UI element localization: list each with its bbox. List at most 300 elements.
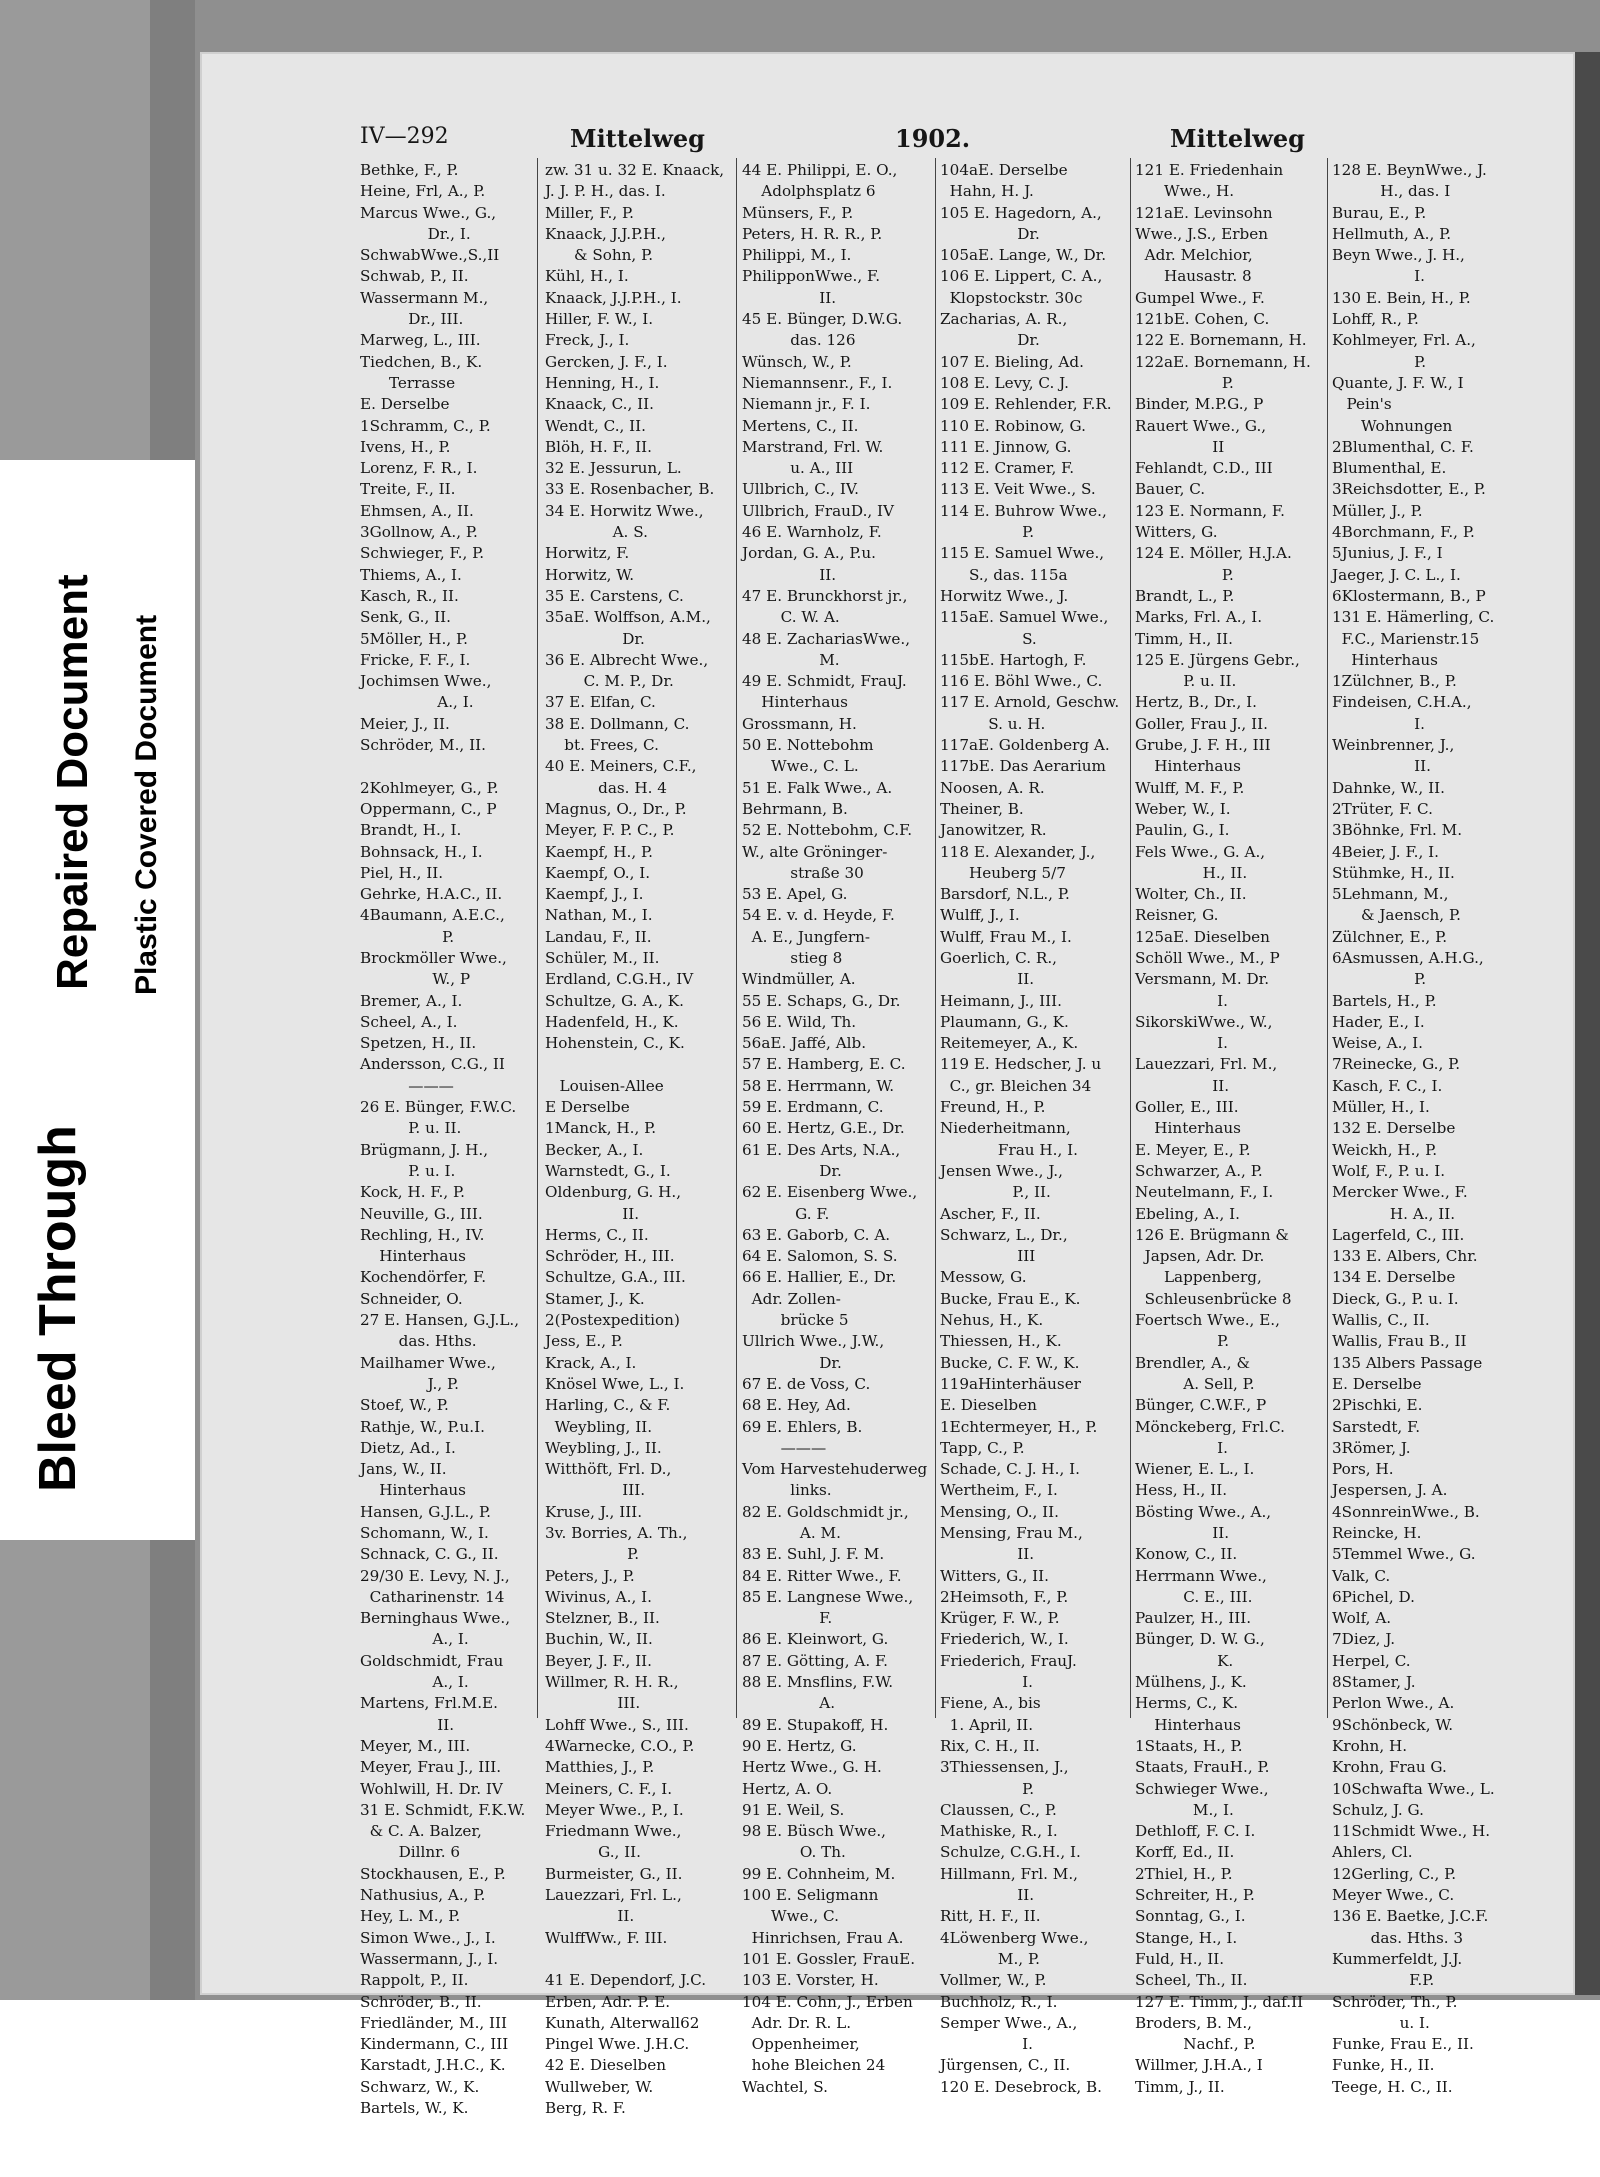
directory-entry: Hertz Wwe., G. H. <box>742 1758 882 1777</box>
directory-entry: Magnus, O., Dr., P. <box>545 799 687 818</box>
directory-entry: I. <box>1332 267 1425 286</box>
directory-entry: Bauer, C. <box>1135 480 1206 499</box>
directory-entry: 104 E. Cohn, J., Erben <box>742 1992 913 2011</box>
directory-entry: J. J. P. H., das. I. <box>545 182 666 201</box>
directory-entry: 5Möller, H., P. <box>360 629 468 648</box>
directory-entry: 1Manck, H., P. <box>545 1119 657 1138</box>
directory-entry: Marweg, L., III. <box>360 331 481 350</box>
directory-entry: Dr., III. <box>360 310 464 329</box>
directory-entry: 88 E. Mnsflins, F.W. <box>742 1673 894 1692</box>
directory-entry: Niemann jr., F. I. <box>742 395 871 414</box>
directory-entry: Meyer Wwe., P., I. <box>545 1800 684 1819</box>
directory-entry: 2Heimsoth, F., P. <box>940 1587 1069 1606</box>
directory-entry: 131 E. Hämerling, C. <box>1332 608 1495 627</box>
directory-entry: 59 E. Erdmann, C. <box>742 1098 884 1117</box>
directory-entry: A. E., Jungfern- <box>742 927 871 946</box>
directory-entry: das. 126 <box>742 331 856 350</box>
directory-entry: 57 E. Hamberg, E. C. <box>742 1055 906 1074</box>
directory-entry: I. <box>1135 991 1228 1010</box>
directory-entry: Kindermann, C., III <box>360 2035 509 2054</box>
directory-entry: Klopstockstr. 30c <box>940 288 1083 307</box>
directory-entry: 68 E. Hey, Ad. <box>742 1396 851 1415</box>
directory-entry: Krohn, Frau G. <box>1332 1758 1447 1777</box>
directory-entry: das. Hths. <box>360 1332 477 1351</box>
directory-entry: ——— <box>742 1438 827 1457</box>
directory-entry: Wwe., J.S., Erben <box>1135 224 1269 243</box>
directory-entry: Schröder, H., III. <box>545 1247 675 1266</box>
directory-entry: 124 E. Möller, H.J.A. <box>1135 544 1292 563</box>
directory-entry: Treite, F., II. <box>360 480 456 499</box>
directory-entry: 9Schönbeck, W. <box>1332 1715 1454 1734</box>
page-number: IV—292 <box>360 124 449 149</box>
directory-entry: Grube, J. F. H., III <box>1135 736 1271 755</box>
directory-entry: 49 E. Schmidt, FrauJ. <box>742 672 907 691</box>
directory-entry: hohe Bleichen 24 <box>742 2056 886 2075</box>
directory-entry: Ehmsen, A., II. <box>360 501 474 520</box>
directory-entry: Meier, J., II. <box>360 714 450 733</box>
directory-entry: Kaempf, O., I. <box>545 863 651 882</box>
directory-entry: Oppenheimer, <box>742 2035 860 2054</box>
directory-entry: P. <box>1135 565 1234 584</box>
directory-entry: K. <box>1135 1651 1234 1670</box>
directory-entry: Ahlers, Cl. <box>1332 1843 1413 1862</box>
directory-entry: 126 E. Brügmann & <box>1135 1225 1289 1244</box>
directory-entry: 69 E. Ehlers, B. <box>742 1417 863 1436</box>
directory-entry: C. E., III. <box>1135 1587 1253 1606</box>
directory-entry: Stoef, W., P. <box>360 1396 449 1415</box>
directory-entry: Hinterhaus <box>1332 650 1438 669</box>
directory-entry: Weybling, II. <box>545 1417 653 1436</box>
directory-entry: A. <box>742 1694 836 1713</box>
directory-entry: Warnstedt, G., I. <box>545 1161 671 1180</box>
directory-entry: Dieck, G., P. u. I. <box>1332 1289 1459 1308</box>
directory-entry: Krohn, H. <box>1332 1736 1408 1755</box>
directory-entry: Hinterhaus <box>1135 757 1241 776</box>
directory-entry: 125 E. Jürgens Gebr., <box>1135 650 1300 669</box>
directory-entry: 101 E. Gossler, FrauE. <box>742 1949 916 1968</box>
directory-entry: Lohff, R., P. <box>1332 310 1419 329</box>
directory-entry: 60 E. Hertz, G.E., Dr. <box>742 1119 905 1138</box>
directory-entry: Hinterhaus <box>1135 1715 1241 1734</box>
directory-entry: Lappenberg, <box>1135 1268 1262 1287</box>
directory-entry: O. Th. <box>742 1843 846 1862</box>
directory-entry: I. <box>940 2035 1033 2054</box>
directory-entry: Reitemeyer, A., K. <box>940 1034 1079 1053</box>
directory-entry: Andersson, C.G., II <box>360 1055 505 1074</box>
directory-entry: Rappolt, P., II. <box>360 1971 469 1990</box>
directory-entry: II. <box>1332 757 1431 776</box>
directory-entry: Schomann, W., I. <box>360 1524 489 1542</box>
directory-entry: 125aE. Dieselben <box>1135 927 1270 946</box>
directory-entry: Dietz, Ad., I. <box>360 1438 456 1457</box>
directory-entry: Fels Wwe., G. A., <box>1135 842 1266 861</box>
directory-entry: Goller, Frau J., II. <box>1135 714 1268 733</box>
directory-entry: Erdland, C.G.H., IV <box>545 970 694 989</box>
directory-entry: II. <box>545 1204 640 1223</box>
directory-entry: 64 E. Salomon, S. S. <box>742 1247 898 1266</box>
directory-entry: Claussen, C., P. <box>940 1800 1057 1819</box>
directory-entry: Dr. <box>545 629 645 648</box>
directory-entry: A. S. <box>545 523 648 542</box>
directory-entry: Horwitz, F. <box>545 544 630 563</box>
directory-entry: Willmer, J.H.A., I <box>1135 2056 1263 2075</box>
directory-entry: 52 E. Nottebohm, C.F. <box>742 821 913 840</box>
directory-entry: u. I. <box>1332 2013 1430 2032</box>
directory-entry: Teege, H. C., II. <box>1332 2077 1453 2096</box>
directory-entry: 86 E. Kleinwort, G. <box>742 1630 889 1649</box>
directory-entry: Krüger, F. W., P. <box>940 1609 1060 1628</box>
directory-entry: 7Reinecke, G., P. <box>1332 1055 1461 1074</box>
directory-entry: Mönckeberg, Frl.C. <box>1135 1417 1285 1436</box>
directory-entry: Quante, J. F. W., I <box>1332 373 1464 392</box>
directory-entry: Schreiter, H., P. <box>1135 1886 1255 1905</box>
directory-entry: Buchin, W., II. <box>545 1630 653 1649</box>
directory-entry: I. <box>1135 1034 1228 1053</box>
directory-entry: Jürgensen, C., II. <box>940 2056 1071 2075</box>
directory-entry: Wolter, Ch., II. <box>1135 885 1247 904</box>
directory-entry: Peters, H. R. R., P. <box>742 224 883 243</box>
directory-entry: Weybling, J., II. <box>545 1438 662 1457</box>
directory-entry: II. <box>742 565 837 584</box>
directory-entry: Thiessen, H., K. <box>940 1332 1062 1351</box>
directory-entry: 115bE. Hartogh, F. <box>940 650 1087 669</box>
directory-entry: G. F. <box>742 1204 830 1223</box>
directory-entry: Pein's <box>1332 395 1392 414</box>
directory-entry: Rathje, W., P.u.I. <box>360 1417 485 1436</box>
directory-entry: Pingel Wwe. J.H.C. <box>545 2035 690 2054</box>
directory-entry: Ebeling, A., I. <box>1135 1204 1240 1223</box>
directory-entry: & Sohn, P. <box>545 246 654 265</box>
directory-entry: III <box>940 1247 1036 1266</box>
directory-entry: Witters, G. <box>1135 523 1218 542</box>
directory-entry: PhilipponWwe., F. <box>742 267 881 286</box>
directory-entry: 3Böhnke, Frl. M. <box>1332 821 1463 840</box>
directory-entry: Dr. <box>940 331 1040 350</box>
year-heading: 1902. <box>895 124 971 153</box>
directory-entry: W., P <box>360 970 471 989</box>
directory-entry: Dahnke, W., II. <box>1332 778 1445 797</box>
directory-entry: Wwe., H. <box>1135 182 1235 201</box>
directory-entry: II. <box>940 1545 1035 1564</box>
directory-entry: Mathiske, R., I. <box>940 1822 1058 1841</box>
directory-entry: Brügmann, J. H., <box>360 1140 489 1159</box>
directory-entry: 36 E. Albrecht Wwe., <box>545 650 709 669</box>
directory-column-6 <box>1332 160 1517 2098</box>
directory-entry: 5Lehmann, M., <box>1332 885 1449 904</box>
directory-entry: Reisner, G. <box>1135 906 1219 925</box>
directory-entry: Semper Wwe., A., <box>940 2013 1078 2032</box>
directory-entry: Schröder, M., II. <box>360 736 486 755</box>
directory-entry: 87 E. Götting, A. F. <box>742 1651 889 1670</box>
directory-entry: Wolf, F., P. u. I. <box>1332 1161 1446 1180</box>
directory-entry: W., alte Gröninger- <box>742 842 888 861</box>
directory-entry: E Derselbe <box>545 1098 630 1117</box>
directory-entry: 108 E. Levy, C. J. <box>940 373 1069 392</box>
directory-entry: Berninghaus Wwe., <box>360 1609 511 1628</box>
directory-entry: Jespersen, J. A. <box>1332 1481 1448 1500</box>
directory-entry: 10Schwafta Wwe., L. <box>1332 1779 1495 1798</box>
directory-entry: 103 E. Vorster, H. <box>742 1971 879 1990</box>
directory-entry: 1Schramm, C., P. <box>360 416 491 435</box>
directory-entry: 48 E. ZachariasWwe., <box>742 629 911 648</box>
label-bleed-through: Bleed Through <box>29 1125 87 1492</box>
directory-entry: Simon Wwe., J., I. <box>360 1928 496 1947</box>
street-heading-left: Mittelweg <box>570 124 705 153</box>
directory-entry: Neutelmann, F., I. <box>1135 1183 1274 1202</box>
directory-entry: A., I. <box>360 1630 469 1649</box>
directory-entry: Niemannsenr., F., I. <box>742 373 893 392</box>
directory-entry: II. <box>1135 1076 1230 1095</box>
directory-entry: Schwab, P., II. <box>360 267 469 286</box>
directory-entry: zw. 31 u. 32 E. Knaack, <box>545 161 725 179</box>
directory-entry: Sonntag, G., I. <box>1135 1907 1246 1926</box>
directory-entry: Heuberg 5/7 <box>940 863 1066 882</box>
directory-column-1 <box>360 160 528 2119</box>
directory-entry: Niederheitmann, <box>940 1119 1071 1138</box>
directory-entry: 128 E. BeynWwe., J. <box>1332 161 1487 179</box>
directory-entry: Friederich, W., I. <box>940 1630 1069 1649</box>
directory-entry: Adr. Zollen- <box>742 1289 841 1308</box>
directory-entry: Goller, E., III. <box>1135 1098 1239 1117</box>
directory-entry: Münsers, F., P. <box>742 203 854 222</box>
directory-entry: Kohlmeyer, Frl. A., <box>1332 331 1476 350</box>
directory-entry: Janowitzer, R. <box>940 821 1047 840</box>
directory-entry: 117bE. Das Aerarium <box>940 757 1106 776</box>
directory-entry: A. Sell, P. <box>1135 1374 1255 1393</box>
directory-entry: Findeisen, C.H.A., <box>1332 693 1472 712</box>
directory-entry: Ullbrich, C., IV. <box>742 480 859 499</box>
directory-entry: 4Beier, J. F., I. <box>1332 842 1439 861</box>
directory-entry: Nehus, H., K. <box>940 1311 1044 1330</box>
directory-entry: 32 E. Jessurun, L. <box>545 459 682 478</box>
directory-entry: Piel, H., II. <box>360 863 444 882</box>
directory-entry: E. Dieselben <box>940 1396 1037 1415</box>
directory-entry: II. <box>1135 1524 1230 1542</box>
directory-entry: Kaempf, H., P. <box>545 842 653 861</box>
directory-entry: Windmüller, A. <box>742 970 856 989</box>
directory-entry: Senk, G., II. <box>360 608 451 627</box>
directory-entry: Versmann, M. Dr. <box>1135 970 1270 989</box>
column-divider <box>935 158 936 1718</box>
directory-entry: 122 E. Bornemann, H. <box>1135 331 1307 350</box>
directory-entry: 50 E. Nottebohm <box>742 736 874 755</box>
directory-entry: 61 E. Des Arts, N.A., <box>742 1140 901 1159</box>
directory-entry: Kühl, H., I. <box>545 267 629 286</box>
directory-entry: II. <box>940 1886 1035 1905</box>
directory-entry: Adr. Melchior, <box>1135 246 1253 265</box>
directory-entry: Beyn Wwe., J. H., <box>1332 246 1465 265</box>
directory-entry: Schüler, M., II. <box>545 948 660 967</box>
directory-entry: Paulin, G., I. <box>1135 821 1230 840</box>
directory-entry: 119 E. Hedscher, J. u <box>940 1055 1102 1074</box>
directory-entry: 123 E. Normann, F. <box>1135 501 1285 520</box>
directory-entry: Hey, L. M., P. <box>360 1907 461 1926</box>
directory-entry: H., II. <box>1135 863 1248 882</box>
directory-entry: 134 E. Derselbe <box>1332 1268 1456 1287</box>
directory-entry: Dr., I. <box>360 224 471 243</box>
directory-entry: 51 E. Falk Wwe., A. <box>742 778 893 797</box>
label-repaired-document: Repaired Document <box>48 574 97 990</box>
directory-entry: Miller, F., P. <box>545 203 634 222</box>
directory-entry: 37 E. Elfan, C. <box>545 693 656 712</box>
directory-entry: P. <box>360 927 455 946</box>
directory-entry: Wallis, Frau B., II <box>1332 1332 1467 1351</box>
directory-entry: Beyer, J. F., II. <box>545 1651 653 1670</box>
directory-entry: Becker, A., I. <box>545 1140 644 1159</box>
directory-entry: Wullweber, W. <box>545 2077 654 2096</box>
directory-entry: 99 E. Cohnheim, M. <box>742 1864 896 1883</box>
directory-entry: 4Löwenberg Wwe., <box>940 1928 1089 1947</box>
directory-entry: Perlon Wwe., A. <box>1332 1694 1455 1713</box>
directory-entry: Hellmuth, A., P. <box>1332 224 1452 243</box>
directory-entry: Tapp, C., P. <box>940 1438 1025 1457</box>
directory-entry: P. <box>1135 373 1234 392</box>
directory-entry: Lauezzari, Frl. M., <box>1135 1055 1278 1074</box>
directory-entry: Bartels, W., K. <box>360 2099 469 2118</box>
directory-entry: Bucke, Frau E., K. <box>940 1289 1081 1308</box>
directory-entry: E. Derselbe <box>1332 1374 1422 1393</box>
directory-entry: E. Meyer, E., P. <box>1135 1140 1251 1159</box>
directory-entry: I. <box>940 1673 1033 1692</box>
directory-entry: Weber, W., I. <box>1135 799 1231 818</box>
directory-entry: Erben, Adr. P. E. <box>545 1992 671 2011</box>
directory-entry: Wohnungen <box>1332 416 1453 435</box>
directory-entry: Friederich, FrauJ. <box>940 1651 1077 1670</box>
directory-entry: Timm, J., II. <box>1135 2077 1225 2096</box>
directory-entry: Jochimsen Wwe., <box>360 672 492 691</box>
directory-entry: Foertsch Wwe., E., <box>1135 1311 1280 1330</box>
directory-entry: 91 E. Weil, S. <box>742 1800 845 1819</box>
directory-entry: 5Temmel Wwe., G. <box>1332 1545 1476 1564</box>
directory-entry: A., I. <box>360 1673 469 1692</box>
directory-entry: Ullrich Wwe., J.W., <box>742 1332 885 1351</box>
directory-entry: 2Blumenthal, C. F. <box>1332 437 1474 456</box>
label-plastic-covered-document: Plastic Covered Document <box>130 614 163 995</box>
directory-entry: 8Stamer, J. <box>1332 1673 1416 1692</box>
directory-entry: Dillnr. 6 <box>360 1843 461 1862</box>
directory-entry: 47 E. Brunckhorst jr., <box>742 586 908 605</box>
directory-entry: Witthöft, Frl. D., <box>545 1460 672 1479</box>
directory-entry: 122aE. Bornemann, H. <box>1135 352 1311 371</box>
directory-entry: 106 E. Lippert, C. A., <box>940 267 1103 286</box>
directory-entry: Kummerfeldt, J.J. <box>1332 1949 1463 1968</box>
directory-entry: C. M. P., Dr. <box>545 672 674 691</box>
directory-entry: Terrasse <box>360 373 456 392</box>
directory-entry: Wivinus, A., I. <box>545 1587 652 1606</box>
directory-entry: 4Warnecke, C.O., P. <box>545 1736 695 1755</box>
directory-entry: Mensing, Frau M., <box>940 1524 1083 1542</box>
directory-entry: 111 E. Jinnow, G. <box>940 437 1072 456</box>
directory-entry: Oldenburg, G. H., <box>545 1183 682 1202</box>
directory-entry: 116 E. Böhl Wwe., C. <box>940 672 1103 691</box>
directory-entry: Witters, G., II. <box>940 1566 1050 1585</box>
directory-entry: P. <box>545 1545 640 1564</box>
directory-entry: 34 E. Horwitz Wwe., <box>545 501 704 520</box>
directory-entry: Funke, H., II. <box>1332 2056 1435 2075</box>
directory-entry: Dethloff, F. C. I. <box>1135 1822 1256 1841</box>
directory-entry: Knaack, C., II. <box>545 395 654 414</box>
directory-entry: Burau, E., P. <box>1332 203 1427 222</box>
directory-entry: Funke, Frau E., II. <box>1332 2035 1474 2054</box>
directory-entry: Goldschmidt, Frau <box>360 1651 504 1670</box>
directory-entry: 26 E. Bünger, F.W.C. <box>360 1098 517 1117</box>
directory-entry: 35 E. Carstens, C. <box>545 586 684 605</box>
directory-entry: Hinrichsen, Frau A. <box>742 1928 904 1947</box>
directory-entry: Frau H., I. <box>940 1140 1078 1159</box>
directory-entry: Hertz, A. O. <box>742 1779 833 1798</box>
directory-entry: 62 E. Eisenberg Wwe., <box>742 1183 918 1202</box>
directory-entry: 40 E. Meiners, C.F., <box>545 757 697 776</box>
directory-entry: Bünger, D. W. G., <box>1135 1630 1265 1649</box>
directory-entry: Wolf, A. <box>1332 1609 1392 1628</box>
directory-entry: Karstadt, J.H.C., K. <box>360 2056 506 2075</box>
directory-entry: Kochendörfer, F. <box>360 1268 487 1287</box>
directory-entry: Rechling, H., IV. <box>360 1225 485 1244</box>
directory-entry: Berg, R. F. <box>545 2099 626 2118</box>
directory-entry: Schwieger, F., P. <box>360 544 485 563</box>
directory-entry: Knaack, J.J.P.H., I. <box>545 288 682 307</box>
directory-entry: II. <box>360 1715 455 1734</box>
directory-entry: 115aE. Samuel Wwe., <box>940 608 1109 627</box>
directory-entry: Wwe., C. L. <box>742 757 859 776</box>
directory-entry: Freund, H., P. <box>940 1098 1046 1117</box>
directory-entry: Hinterhaus <box>742 693 848 712</box>
directory-entry: das. Hths. 3 <box>1332 1928 1464 1947</box>
directory-entry: Bohnsack, H., I. <box>360 842 483 861</box>
directory-entry: 82 E. Goldschmidt jr., <box>742 1502 909 1521</box>
directory-entry: 27 E. Hansen, G.J.L., <box>360 1311 520 1330</box>
directory-entry: 132 E. Derselbe <box>1332 1119 1456 1138</box>
directory-entry: Horwitz Wwe., J. <box>940 586 1069 605</box>
directory-entry: 44 E. Philippi, E. O., <box>742 161 898 179</box>
directory-entry: 66 E. Hallier, E., Dr. <box>742 1268 897 1287</box>
directory-entry: Bucke, C. F. W., K. <box>940 1353 1080 1372</box>
directory-entry: 3Gollnow, A., P. <box>360 523 478 542</box>
directory-entry: Brockmöller Wwe., <box>360 948 507 967</box>
directory-entry: Wulff, J., I. <box>940 906 1020 925</box>
directory-entry: Fuld, H., II. <box>1135 1949 1225 1968</box>
directory-entry: Bösting Wwe., A., <box>1135 1502 1272 1521</box>
directory-entry: Weise, A., I. <box>1332 1034 1423 1053</box>
directory-entry: 1. April, II. <box>940 1715 1034 1734</box>
directory-entry: SikorskiWwe., W., <box>1135 1012 1273 1031</box>
directory-entry: 45 E. Bünger, D.W.G. <box>742 310 903 329</box>
directory-entry: Gercken, J. F., I. <box>545 352 668 371</box>
directory-entry: Friedmann Wwe., <box>545 1822 682 1841</box>
directory-entry: Meiners, C. F., I. <box>545 1779 673 1798</box>
directory-entry: brücke 5 <box>742 1311 849 1330</box>
directory-entry: 117aE. Goldenberg A. <box>940 736 1110 755</box>
directory-entry: Müller, J., P. <box>1332 501 1423 520</box>
directory-entry: Herms, C., II. <box>545 1225 649 1244</box>
directory-entry: 113 E. Veit Wwe., S. <box>940 480 1096 499</box>
column-divider <box>537 158 538 1718</box>
directory-entry: Harling, C., & F. <box>545 1396 671 1415</box>
directory-entry: Staats, FrauH., P. <box>1135 1758 1270 1777</box>
directory-entry: 127 E. Timm, J., daf.II <box>1135 1992 1304 2011</box>
directory-column-4 <box>940 160 1132 2098</box>
directory-entry: 67 E. de Voss, C. <box>742 1374 871 1393</box>
directory-entry: II. <box>742 288 837 307</box>
directory-entry: Ivens, H., P. <box>360 437 451 456</box>
directory-entry: Bethke, F., P. <box>360 161 459 179</box>
directory-entry: Wachtel, S. <box>742 2077 828 2096</box>
directory-entry: Theiner, B. <box>940 799 1024 818</box>
directory-entry: Wassermann M., <box>360 288 489 307</box>
directory-entry: 56 E. Wild, Th. <box>742 1012 857 1031</box>
directory-entry: 3Thiessensen, J., <box>940 1758 1069 1777</box>
directory-entry: 136 E. Baetke, J.C.F. <box>1332 1907 1489 1926</box>
